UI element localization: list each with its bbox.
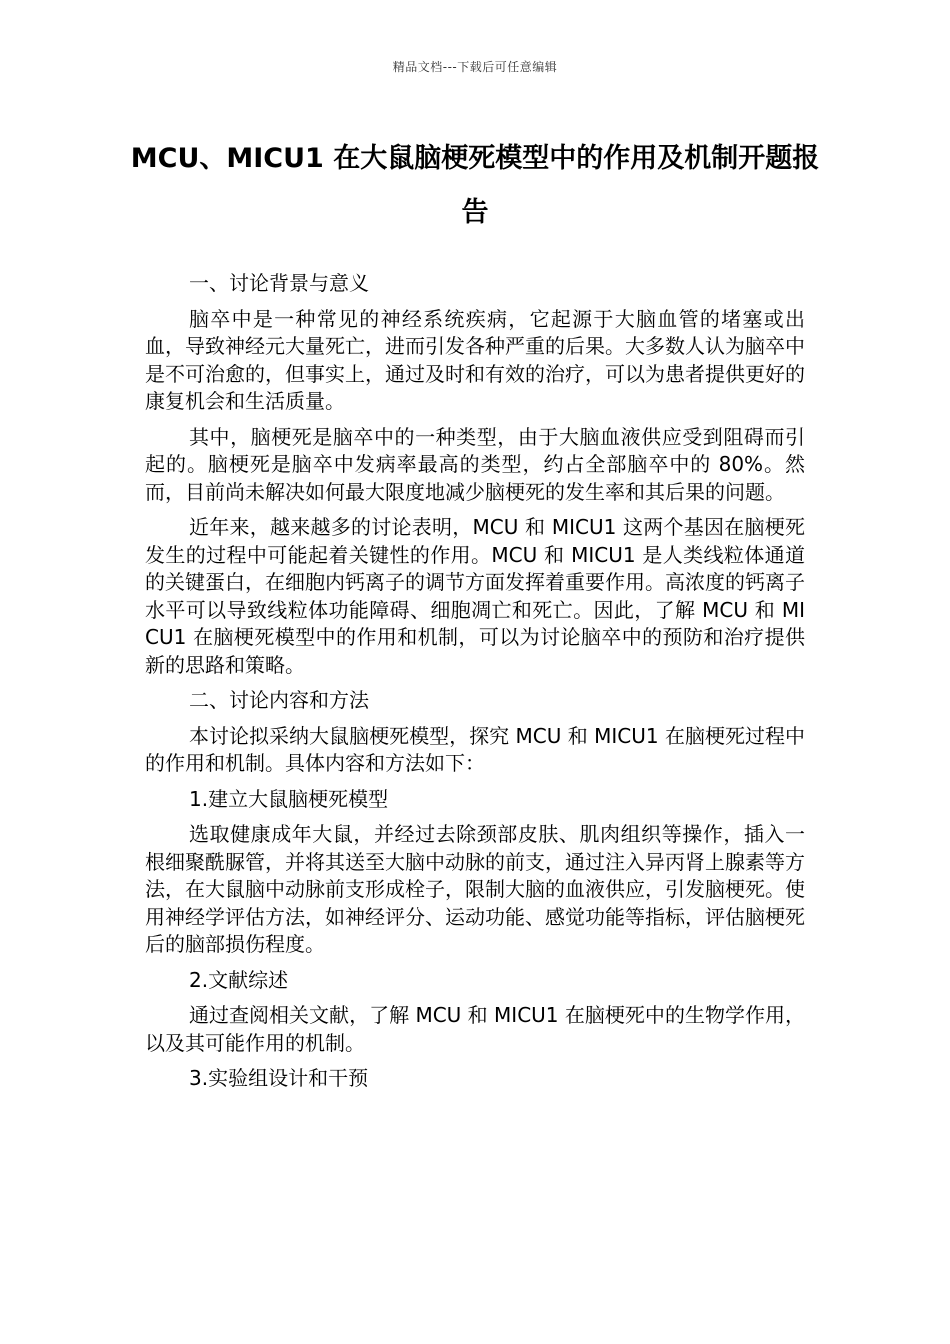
header-note: 精品文档---下载后可任意编辑 (392, 60, 558, 74)
subsection-heading-literature: 2.文献综述 (189, 967, 289, 992)
paragraph: 近年来，越来越多的讨论表明，MCU 和 MICU1 这两个基因在脑梗死发生的过程中可能起着关键性的作用。MCU 和 MICU1 是人类线粒体通道的关键蛋白，在细胞内钙离子的调节方面发挥着重要作用。高浓度的钙离子水平可以导致线粒体功能障碍、细胞凋亡和死亡。因此，了解 MCU 和 MICU1 在脑梗死模型中的作用和机制，可以为讨论脑卒中的预防和治疗提供新的思路和策略。 (145, 515, 805, 677)
subsection-heading-experiment: 3.实验组设计和干预 (189, 1066, 369, 1090)
paragraph: 脑卒中是一种常见的神经系统疾病，它起源于大脑血管的堵塞或出血，导致神经元大量死亡，进而引发各种严重的后果。大多数人认为脑卒中是不可治愈的，但事实上，通过及时和有效的治疗，可以为患者提供更好的康复机会和生活质量。 (145, 306, 805, 413)
section-heading-methods: 二、讨论内容和方法 (189, 688, 369, 712)
paragraph: 其中，脑梗死是脑卒中的一种类型，由于大脑血液供应受到阻碍而引起的。脑梗死是脑卒中发病率最高的类型，约占全部脑卒中的 80%。然而，目前尚未解决如何最大限度地减少脑梗死的发生率和其后果的问题。 (145, 424, 805, 504)
document-body (145, 270, 805, 1101)
paragraph: 通过查阅相关文献，了解 MCU 和 MICU1 在脑梗死中的生物学作用，以及其可能作用的机制。 (145, 1003, 805, 1055)
paragraph: 本讨论拟采纳大鼠脑梗死模型，探究 MCU 和 MICU1 在脑梗死过程中的作用和机制。具体内容和方法如下： (145, 723, 805, 775)
section-heading-background: 一、讨论背景与意义 (189, 271, 369, 295)
subsection-heading-model: 1.建立大鼠脑梗死模型 (189, 786, 389, 811)
document-title: MCU、MICU1 在大鼠脑梗死模型中的作用及机制开题报告 (130, 143, 820, 228)
paragraph: 选取健康成年大鼠，并经过去除颈部皮肤、肌肉组织等操作，插入一根细聚酰脲管，并将其送至大脑中动脉的前支，通过注入异丙肾上腺素等方法，在大鼠脑中动脉前支形成栓子，限制大脑的血液供应，引发脑梗死。使用神经学评估方法，如神经评分、运动功能、感觉功能等指标，评估脑梗死后的脑部损伤程度。 (145, 822, 805, 956)
